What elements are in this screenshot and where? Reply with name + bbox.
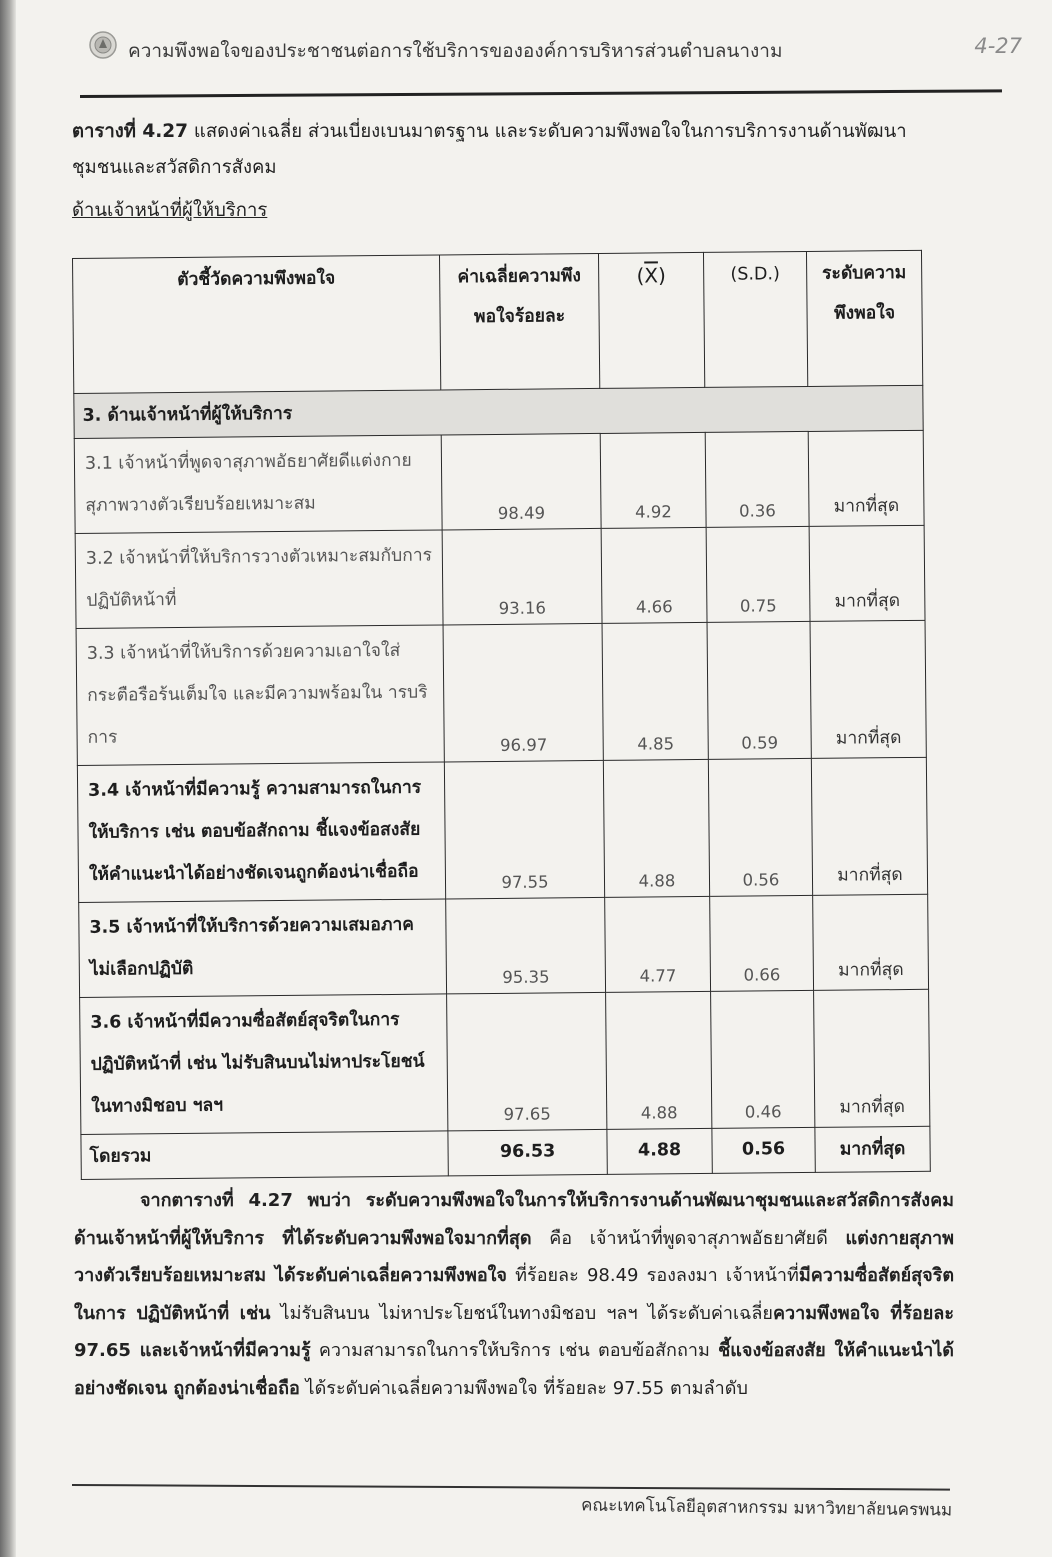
mean-symbol bbox=[636, 263, 666, 287]
paragraph-segment: จากตารางที่ 4.27 พบว่า ระดับความพึงพอใจในการให้บริการงานด้านพัฒนาชุมชนและสวัสดิการสังคม ด้านเจ้าหน้าที่ผู้ให้บริการ ที่ได้ระดับความพึงพอใจมากที่สุด bbox=[74, 1190, 954, 1249]
row-mean: 4.66 bbox=[601, 527, 707, 623]
row-percent: 96.97 bbox=[443, 623, 603, 762]
row-percent: 97.65 bbox=[447, 992, 607, 1131]
row-indicator: 3.5 เจ้าหน้าที่ให้บริการด้วยความเสมอภาค ไม่เลือกปฏิบัติ bbox=[79, 899, 447, 998]
row-indicator: 3.3 เจ้าหน้าที่ให้บริการด้วยความเอาใจใส่กระตือรือร้นเต็มใจ และมีความพร้อมใน ารบริการ bbox=[76, 625, 444, 766]
mean-x: $\overline{X}$ bbox=[644, 263, 659, 288]
row-indicator: 3.2 เจ้าหน้าที่ให้บริการวางตัวเหมาะสมกับการปฏิบัติหน้าที่ bbox=[75, 530, 443, 629]
paragraph-segment: ไม่รับสินบน ไม่หาประโยชน์ในทางมิชอบ ฯลฯ ได้ระดับค่าเฉลี่ย bbox=[270, 1302, 773, 1324]
table-caption-text: แสดงค่าเฉลี่ย ส่วนเบี่ยงเบนมาตรฐาน และระดับความพึงพอใจในการบริการงานด้านพัฒนาชุมชนและสวัสดิการสังคม bbox=[72, 121, 907, 178]
section-row bbox=[74, 385, 923, 438]
row-indicator: 3.1 เจ้าหน้าที่พูดจาสุภาพอัธยาศัยดีแต่งกายสุภาพวางตัวเรียบร้อยเหมาะสม bbox=[74, 435, 442, 534]
row-mean: 4.88 bbox=[603, 759, 709, 897]
row-level: มากที่สุด bbox=[811, 757, 927, 895]
row-sd: 0.59 bbox=[707, 621, 811, 759]
header-level: ระดับความพึงพอใจ bbox=[806, 250, 922, 386]
row-percent: 93.16 bbox=[442, 528, 602, 625]
paragraph-segment: ความพึงพอใจ ที่ร้อยละ 97.65 และเจ้าหน้าที่มีความรู้ bbox=[74, 1302, 954, 1361]
total-percent: 96.53 bbox=[448, 1129, 607, 1176]
table-subheading: ด้านเจ้าหน้าที่ผู้ให้บริการ bbox=[72, 200, 268, 221]
row-mean: 4.77 bbox=[605, 896, 711, 992]
header-percent: ค่าเฉลี่ยความพึงพอใจร้อยละ bbox=[439, 253, 599, 390]
header-title: ความพึงพอใจของประชาชนต่อการใช้บริการขององค์การบริหารส่วนตำบลนางาม bbox=[128, 40, 783, 62]
paragraph-segment: ความสามารถในการให้บริการ เช่น ตอบข้อสักถาม bbox=[310, 1340, 719, 1361]
summary-paragraph bbox=[74, 1182, 954, 1407]
paragraph-segment: แต่งกายสุภาพ วางตัวเรียบร้อยเหมาะสม ได้ระดับค่าเฉลี่ยความพึงพอใจ bbox=[74, 1227, 954, 1286]
table-row bbox=[76, 620, 926, 765]
paragraph-segment: มีความซื่อสัตย์สุจริตในการ ปฏิบัติหน้าที่ เช่น bbox=[74, 1265, 955, 1324]
paragraph-segment: คือ เจ้าหน้าที่พูดจาสุภาพอัธยาศัยดี bbox=[531, 1227, 846, 1249]
table-caption-label: ตารางที่ 4.27 bbox=[72, 121, 189, 142]
row-level: มากที่สุด bbox=[809, 525, 925, 621]
row-mean: 4.92 bbox=[600, 432, 706, 528]
page-footer: คณะเทคโนโลยีอุตสาหกรรม มหาวิทยาลัยนครพนม bbox=[580, 1495, 953, 1521]
row-level: มากที่สุด bbox=[810, 620, 926, 758]
header-sd: (S.D.) bbox=[703, 251, 807, 387]
total-level: มากที่สุด bbox=[815, 1126, 930, 1172]
mean-paren-close: ) bbox=[657, 263, 666, 288]
row-level: มากที่สุด bbox=[808, 430, 924, 526]
table-row bbox=[79, 894, 929, 997]
paragraph-segment: ที่ร้อยละ 98.49 รองลงมา เจ้าหน้าที่ bbox=[506, 1265, 799, 1286]
header-indicator: ตัวชี้วัดความพึงพอใจ bbox=[73, 255, 441, 394]
table-header-row bbox=[73, 250, 923, 393]
page-header bbox=[88, 28, 1028, 68]
row-level: มากที่สุด bbox=[813, 894, 929, 990]
total-label: โดยรวม bbox=[81, 1131, 448, 1180]
row-percent: 95.35 bbox=[446, 897, 606, 994]
row-sd: 0.36 bbox=[705, 431, 809, 527]
row-sd: 0.66 bbox=[710, 895, 814, 991]
row-sd: 0.56 bbox=[708, 758, 812, 896]
satisfaction-table-wrapper bbox=[72, 250, 931, 1180]
row-indicator: 3.6 เจ้าหน้าที่มีความซื่อสัตย์สุจริตในการปฏิบัติหน้าที่ เช่น ไม่รับสินบนไม่หาประโยชน์ในทางมิชอบ ฯลฯ bbox=[80, 994, 448, 1135]
paragraph-segment: ได้ระดับค่าเฉลี่ยความพึงพอใจ ที่ร้อยละ 97.55 ตามลำดับ bbox=[299, 1377, 748, 1399]
row-sd: 0.46 bbox=[711, 990, 815, 1128]
total-row bbox=[81, 1126, 930, 1179]
total-sd: 0.56 bbox=[712, 1127, 815, 1173]
row-level: มากที่สุด bbox=[814, 989, 930, 1127]
row-mean: 4.85 bbox=[602, 622, 708, 760]
row-percent: 98.49 bbox=[441, 433, 601, 530]
row-indicator: 3.4 เจ้าหน้าที่มีความรู้ ความสามารถในการ ให้บริการ เช่น ตอบข้อสักถาม ชี้แจงข้อสงสัย ให้คำแนะนำได้อย่างชัดเจนถูกต้องน่าเชื่อถือ bbox=[77, 762, 445, 903]
header-mean bbox=[598, 252, 704, 388]
row-sd: 0.75 bbox=[706, 526, 810, 622]
table-row bbox=[80, 989, 930, 1134]
paragraph-segment: ชี้แจงข้อสงสัย ให้คำแนะนำได้อย่างชัดเจน ถูกต้องน่าเชื่อถือ bbox=[74, 1340, 954, 1399]
total-mean: 4.88 bbox=[607, 1128, 712, 1174]
page-number: 4-27 bbox=[974, 34, 1022, 58]
row-mean: 4.88 bbox=[606, 991, 712, 1129]
page-binding-edge bbox=[0, 0, 16, 1557]
satisfaction-table bbox=[72, 250, 931, 1180]
table-caption bbox=[72, 114, 922, 186]
table-row bbox=[77, 757, 927, 902]
mean-paren-open: ( bbox=[636, 263, 645, 288]
row-percent: 97.55 bbox=[444, 760, 604, 899]
table-row bbox=[75, 525, 925, 628]
section-title: 3. ด้านเจ้าหน้าที่ผู้ให้บริการ bbox=[74, 385, 923, 438]
university-seal-icon bbox=[88, 30, 118, 60]
table-row bbox=[74, 430, 924, 533]
